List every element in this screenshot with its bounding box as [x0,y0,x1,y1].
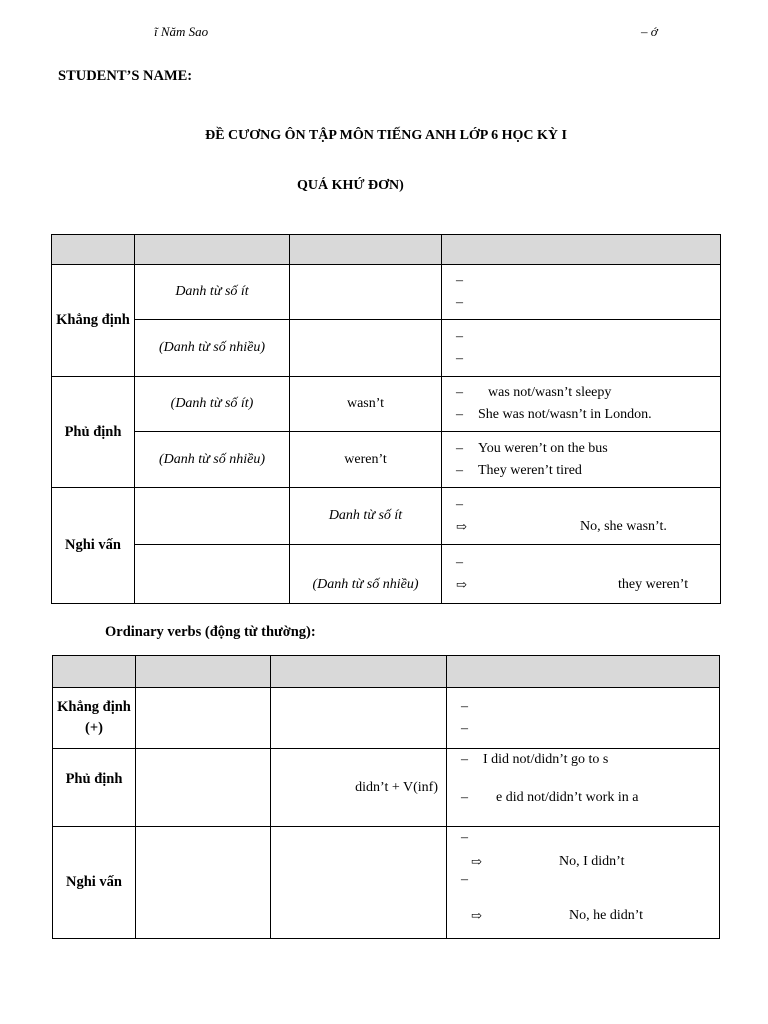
answer-text: No, he didn’t [569,908,644,923]
subject-singular: Danh từ số ít [135,265,290,320]
example-sentence: was not/wasn’t sleepy [488,385,612,400]
table-row [52,488,721,545]
answer-text: they weren’t [618,577,689,592]
table-row [52,432,721,488]
table-row [52,265,721,320]
header-left-text: ĩ Năm Sao [154,24,209,39]
subject-plural: (Danh từ số nhiều) [290,545,442,604]
table-to-be [51,234,721,604]
subject-plural: (Danh từ số nhiều) [135,320,290,377]
row-label-affirmative: Khẳng định (+) [53,688,136,749]
answer-text: No, she wasn’t. [580,519,667,534]
table-row [53,827,720,939]
table-header-row [52,235,721,265]
arrow-right-icon: ⇨ [471,854,482,869]
table-row [52,320,721,377]
page-title: ĐỀ CƯƠNG ÔN TẬP MÔN TIẾNG ANH LỚP 6 HỌC KỲ I [205,128,567,143]
dash-mark: – [461,752,468,767]
example-sentence: I did not/didn’t go to s [483,752,609,767]
table-header-row [53,656,720,688]
arrow-right-icon: ⇨ [456,577,467,592]
table-row [52,545,721,604]
dash-mark: – [461,699,468,714]
dash-mark: – [456,462,463,478]
example-sentence: e did not/didn’t work in a [496,790,639,805]
row-label-affirmative: Khẳng định [52,265,135,377]
dash-mark: – [456,351,463,366]
table-ordinary-verbs [52,655,720,939]
header-right-text: – ớ [641,24,658,39]
example-sentence: You weren’t on the bus [478,440,608,456]
dash-mark: – [456,329,463,344]
verb-form: didn’t + V(inf) [271,749,447,827]
dash-mark: – [456,440,463,456]
section-heading-ordinary-verbs: Ordinary verbs (động từ thường): [105,624,316,640]
dash-mark: – [456,385,463,400]
table-row [53,688,720,749]
example-sentence: They weren’t tired [478,462,582,478]
dash-mark: – [456,273,463,288]
dash-mark: – [461,872,468,887]
subject-singular: Danh từ số ít [290,488,442,545]
subject-singular: (Danh từ số ít) [135,377,290,432]
subject-plural: (Danh từ số nhiều) [135,432,290,488]
verb-form: weren’t [290,432,442,488]
student-name-label: STUDENT’S NAME: [58,68,193,84]
arrow-right-icon: ⇨ [471,908,482,923]
row-label-negative: Phủ định [52,377,135,488]
table-row [52,377,721,432]
page-subtitle: QUÁ KHỨ ĐƠN) [297,178,404,193]
dash-mark: – [456,555,463,570]
table-row [53,749,720,827]
dash-mark: – [461,721,468,736]
row-label-question: Nghi vấn [52,488,135,604]
dash-mark: – [461,790,468,805]
example-sentence: She was not/wasn’t in London. [478,407,652,422]
answer-text: No, I didn’t [559,854,625,869]
dash-mark: – [456,295,463,310]
verb-form: wasn’t [290,377,442,432]
dash-mark: – [456,497,463,512]
row-label-negative: Phủ định [53,749,136,827]
arrow-right-icon: ⇨ [456,519,467,534]
dash-mark: – [456,407,463,422]
row-label-question: Nghi vấn [53,827,136,939]
dash-mark: – [461,830,468,845]
